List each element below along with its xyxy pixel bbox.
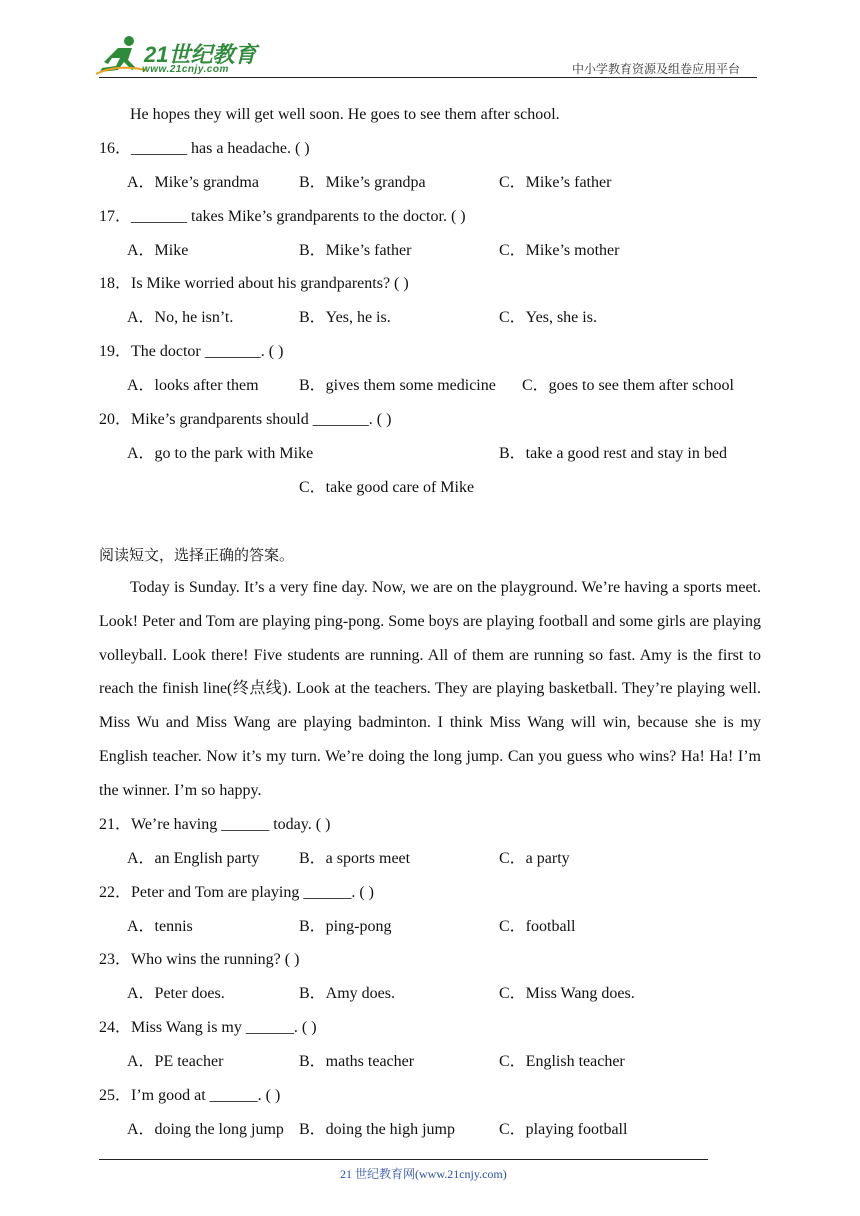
logo-text: 21世纪教育 xyxy=(144,42,257,67)
q19-stem: 19．The doctor _______. ( ) xyxy=(99,343,284,360)
q24-option-b: B．maths teacher xyxy=(299,1053,415,1070)
header-platform-text: 中小学教育资源及组卷应用平台 xyxy=(572,62,741,76)
q18-option-a: A．No, he isn’t. xyxy=(127,309,234,326)
q21-stem: 21．We’re having ______ today. ( ) xyxy=(99,816,331,833)
q23-option-c: C．Miss Wang does. xyxy=(499,985,635,1002)
section-title: 阅读短文，选择正确的答案。 xyxy=(99,546,295,564)
q22-option-a: A．tennis xyxy=(127,918,193,935)
q21-option-b: B．a sports meet xyxy=(299,850,411,867)
reading-passage: Today is Sunday. It’s a very fine day. Now, we are on the playground. We’re having a sports meet. Look! Peter and Tom are playing ping-pong. Some boys are playing football and some girls are playing volleyball. Look there! Five students are running. All of them are running so fast. Amy is the first to reach the finish line(终点线). Look at the teachers. They are playing basketball. They’re playing well. Miss Wu and Miss Wang are playing badminton. I think Miss Wang will win, because she is my English teacher. Now it’s my turn. We’re doing the long jump. Can you guess who wins? Ha! Ha! I’m the winner. I’m so happy. xyxy=(99,579,761,799)
q21-option-a: A．an English party xyxy=(127,850,260,867)
q20-option-c: C．take good care of Mike xyxy=(299,479,475,496)
q20-option-a: A．go to the park with Mike xyxy=(127,445,314,462)
q16-option-b: B．Mike’s grandpa xyxy=(299,174,426,191)
q18-option-b: B．Yes, he is. xyxy=(299,309,391,326)
q22-option-c: C．football xyxy=(499,918,576,935)
q17-stem: 17．_______ takes Mike’s grandparents to the doctor. ( ) xyxy=(99,208,466,225)
q16-option-a: A．Mike’s grandma xyxy=(127,174,259,191)
q19-option-c: C．goes to see them after school xyxy=(522,377,734,394)
footer-text: 21 世纪教育网(www.21cnjy.com) xyxy=(340,1167,507,1181)
q19-option-a: A．looks after them xyxy=(127,377,259,394)
q23-stem: 23．Who wins the running? ( ) xyxy=(99,951,300,968)
q24-option-c: C．English teacher xyxy=(499,1053,625,1070)
q22-stem: 22．Peter and Tom are playing ______. ( ) xyxy=(99,884,374,901)
q25-option-c: C．playing football xyxy=(499,1121,628,1138)
q17-option-c: C．Mike’s mother xyxy=(499,242,620,259)
q16-option-c: C．Mike’s father xyxy=(499,174,612,191)
q17-option-a: A．Mike xyxy=(127,242,189,259)
logo-url: www.21cnjy.com xyxy=(142,64,229,75)
q23-option-a: A．Peter does. xyxy=(127,985,225,1002)
q25-stem: 25．I’m good at ______. ( ) xyxy=(99,1087,281,1104)
q19-option-b: B．gives them some medicine xyxy=(299,377,496,394)
q18-option-c: C．Yes, she is. xyxy=(499,309,597,326)
q20-stem: 20．Mike’s grandparents should _______. ( ) xyxy=(99,411,392,428)
q18-stem: 18．Is Mike worried about his grandparents? ( ) xyxy=(99,275,409,292)
q23-option-b: B．Amy does. xyxy=(299,985,396,1002)
footer-rule xyxy=(99,1159,708,1160)
header-rule xyxy=(99,77,757,78)
runner-logo-icon xyxy=(96,34,148,78)
q24-option-a: A．PE teacher xyxy=(127,1053,224,1070)
q25-option-a: A．doing the long jump xyxy=(127,1121,284,1138)
q22-option-b: B．ping-pong xyxy=(299,918,392,935)
q25-option-b: B．doing the high jump xyxy=(299,1121,456,1138)
q24-stem: 24．Miss Wang is my ______. ( ) xyxy=(99,1019,317,1036)
q20-option-b: B．take a good rest and stay in bed xyxy=(499,445,727,462)
intro-line: He hopes they will get well soon. He goes to see them after school. xyxy=(130,106,560,123)
q21-option-c: C．a party xyxy=(499,850,570,867)
q16-stem: 16．_______ has a headache. ( ) xyxy=(99,140,310,157)
header-logo xyxy=(96,34,266,78)
q17-option-b: B．Mike’s father xyxy=(299,242,412,259)
